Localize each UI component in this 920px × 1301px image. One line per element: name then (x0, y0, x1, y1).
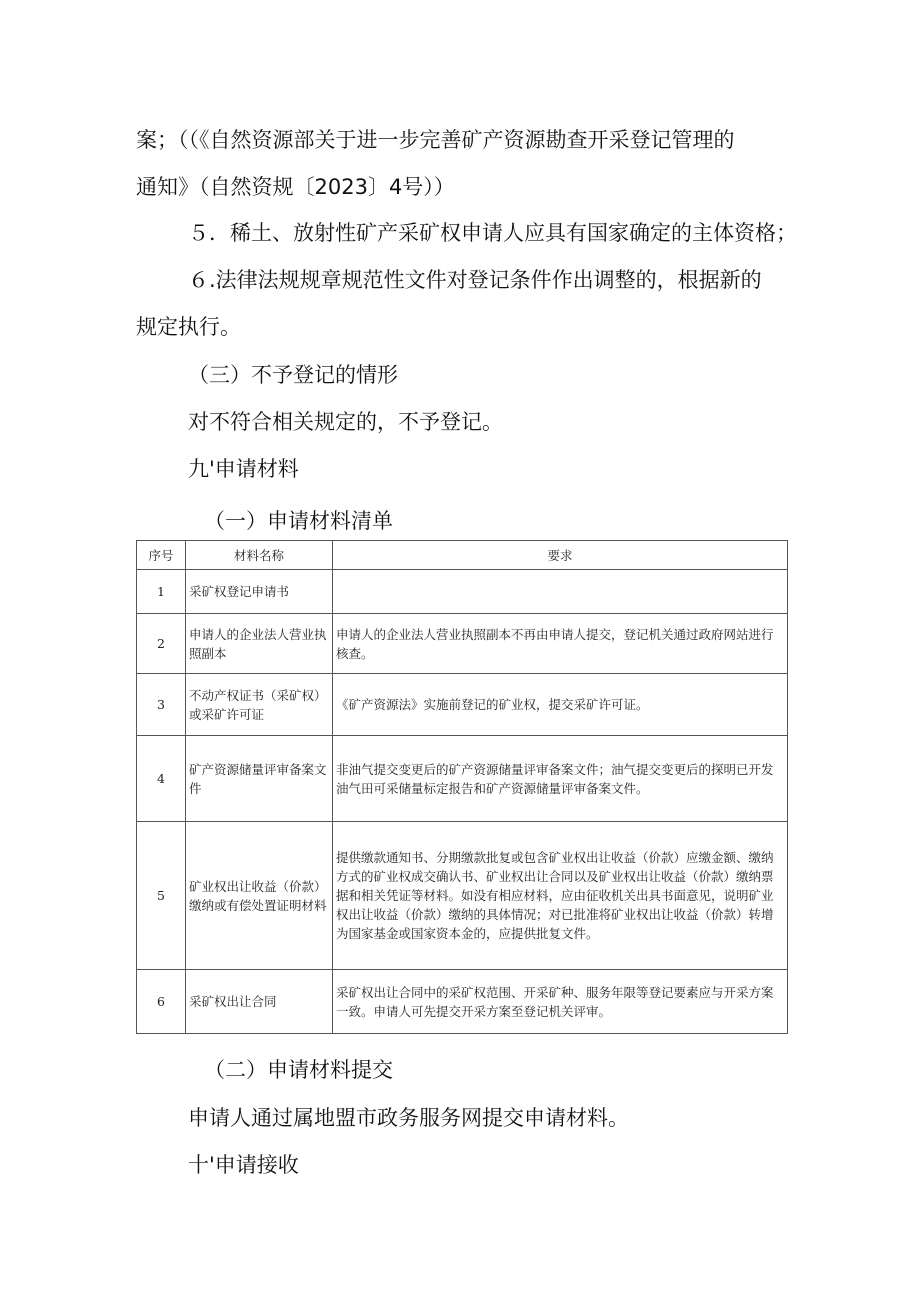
line-3: ５．稀土、放射性矿产采矿权申请人应具有国家确定的主体资格； (188, 221, 797, 245)
header-no: 序号 (137, 541, 186, 570)
line-1: 案；（（《自然资源部关于进一步完善矿产资源勘查开采登记管理的 (136, 128, 735, 152)
table-row (137, 614, 788, 674)
row-no: 2 (137, 614, 186, 674)
row-name: 申请人的企业法人营业执照副本 (186, 614, 333, 674)
section-heading-1: （一）申请材料清单 (204, 509, 393, 533)
line-2: 通知》（自然资规〔2023〕4号）） (136, 175, 455, 199)
section-heading-9: 九'申请材料 (188, 457, 299, 481)
row-req: 申请人的企业法人营业执照副本不再由申请人提交，登记机关通过政府网站进行核查。 (333, 614, 788, 674)
table-row (137, 570, 788, 614)
section-heading-10: 十'申请接收 (188, 1153, 299, 1177)
line-submit: 申请人通过属地盟市政务服务网提交申请材料。 (188, 1106, 629, 1130)
header-name: 材料名称 (186, 541, 333, 570)
row-no: 6 (137, 970, 186, 1034)
table-header-row (137, 541, 788, 570)
materials-table (136, 540, 788, 1034)
line-7: 对不符合相关规定的，不予登记。 (188, 410, 503, 434)
row-req: 非油气提交变更后的矿产资源储量评审备案文件；油气提交变更后的探明已开发油气田可采储量标定报告和矿产资源储量评审备案文件。 (333, 736, 788, 822)
row-no: 5 (137, 822, 186, 970)
row-name: 矿产资源储量评审备案文件 (186, 736, 333, 822)
row-no: 3 (137, 674, 186, 736)
row-name: 矿业权出让收益（价款）缴纳或有偿处置证明材料 (186, 822, 333, 970)
row-name: 采矿权登记申请书 (186, 570, 333, 614)
table-row (137, 822, 788, 970)
row-name: 采矿权出让合同 (186, 970, 333, 1034)
header-req: 要求 (333, 541, 788, 570)
line-5: 规定执行。 (136, 315, 241, 339)
row-req: 提供缴款通知书、分期缴款批复或包含矿业权出让收益（价款）应缴金额、缴纳方式的矿业权成交确认书、矿业权出让合同以及矿业权出让收益（价款）缴纳票据和相关凭证等材料。如没有相应材料，应由征收机关出具书面意见，说明矿业权出让收益（价款）缴纳的具体情况；对已批准将矿业权出让收益（价款）转增为国家基金或国家资本金的，应提供批复文件。 (333, 822, 788, 970)
line-4: ６.法律法规规章规范性文件对登记条件作出调整的，根据新的 (188, 268, 762, 292)
section-heading-3: （三）不予登记的情形 (188, 363, 398, 387)
row-name: 不动产权证书（采矿权）或采矿许可证 (186, 674, 333, 736)
row-no: 1 (137, 570, 186, 614)
row-req (333, 570, 788, 614)
table-row (137, 674, 788, 736)
row-no: 4 (137, 736, 186, 822)
table-row (137, 970, 788, 1034)
table-row (137, 736, 788, 822)
row-req: 采矿权出让合同中的采矿权范围、开采矿种、服务年限等登记要素应与开采方案一致。申请人可先提交开采方案至登记机关评审。 (333, 970, 788, 1034)
section-heading-2: （二）申请材料提交 (204, 1058, 393, 1082)
row-req: 《矿产资源法》实施前登记的矿业权，提交采矿许可证。 (333, 674, 788, 736)
